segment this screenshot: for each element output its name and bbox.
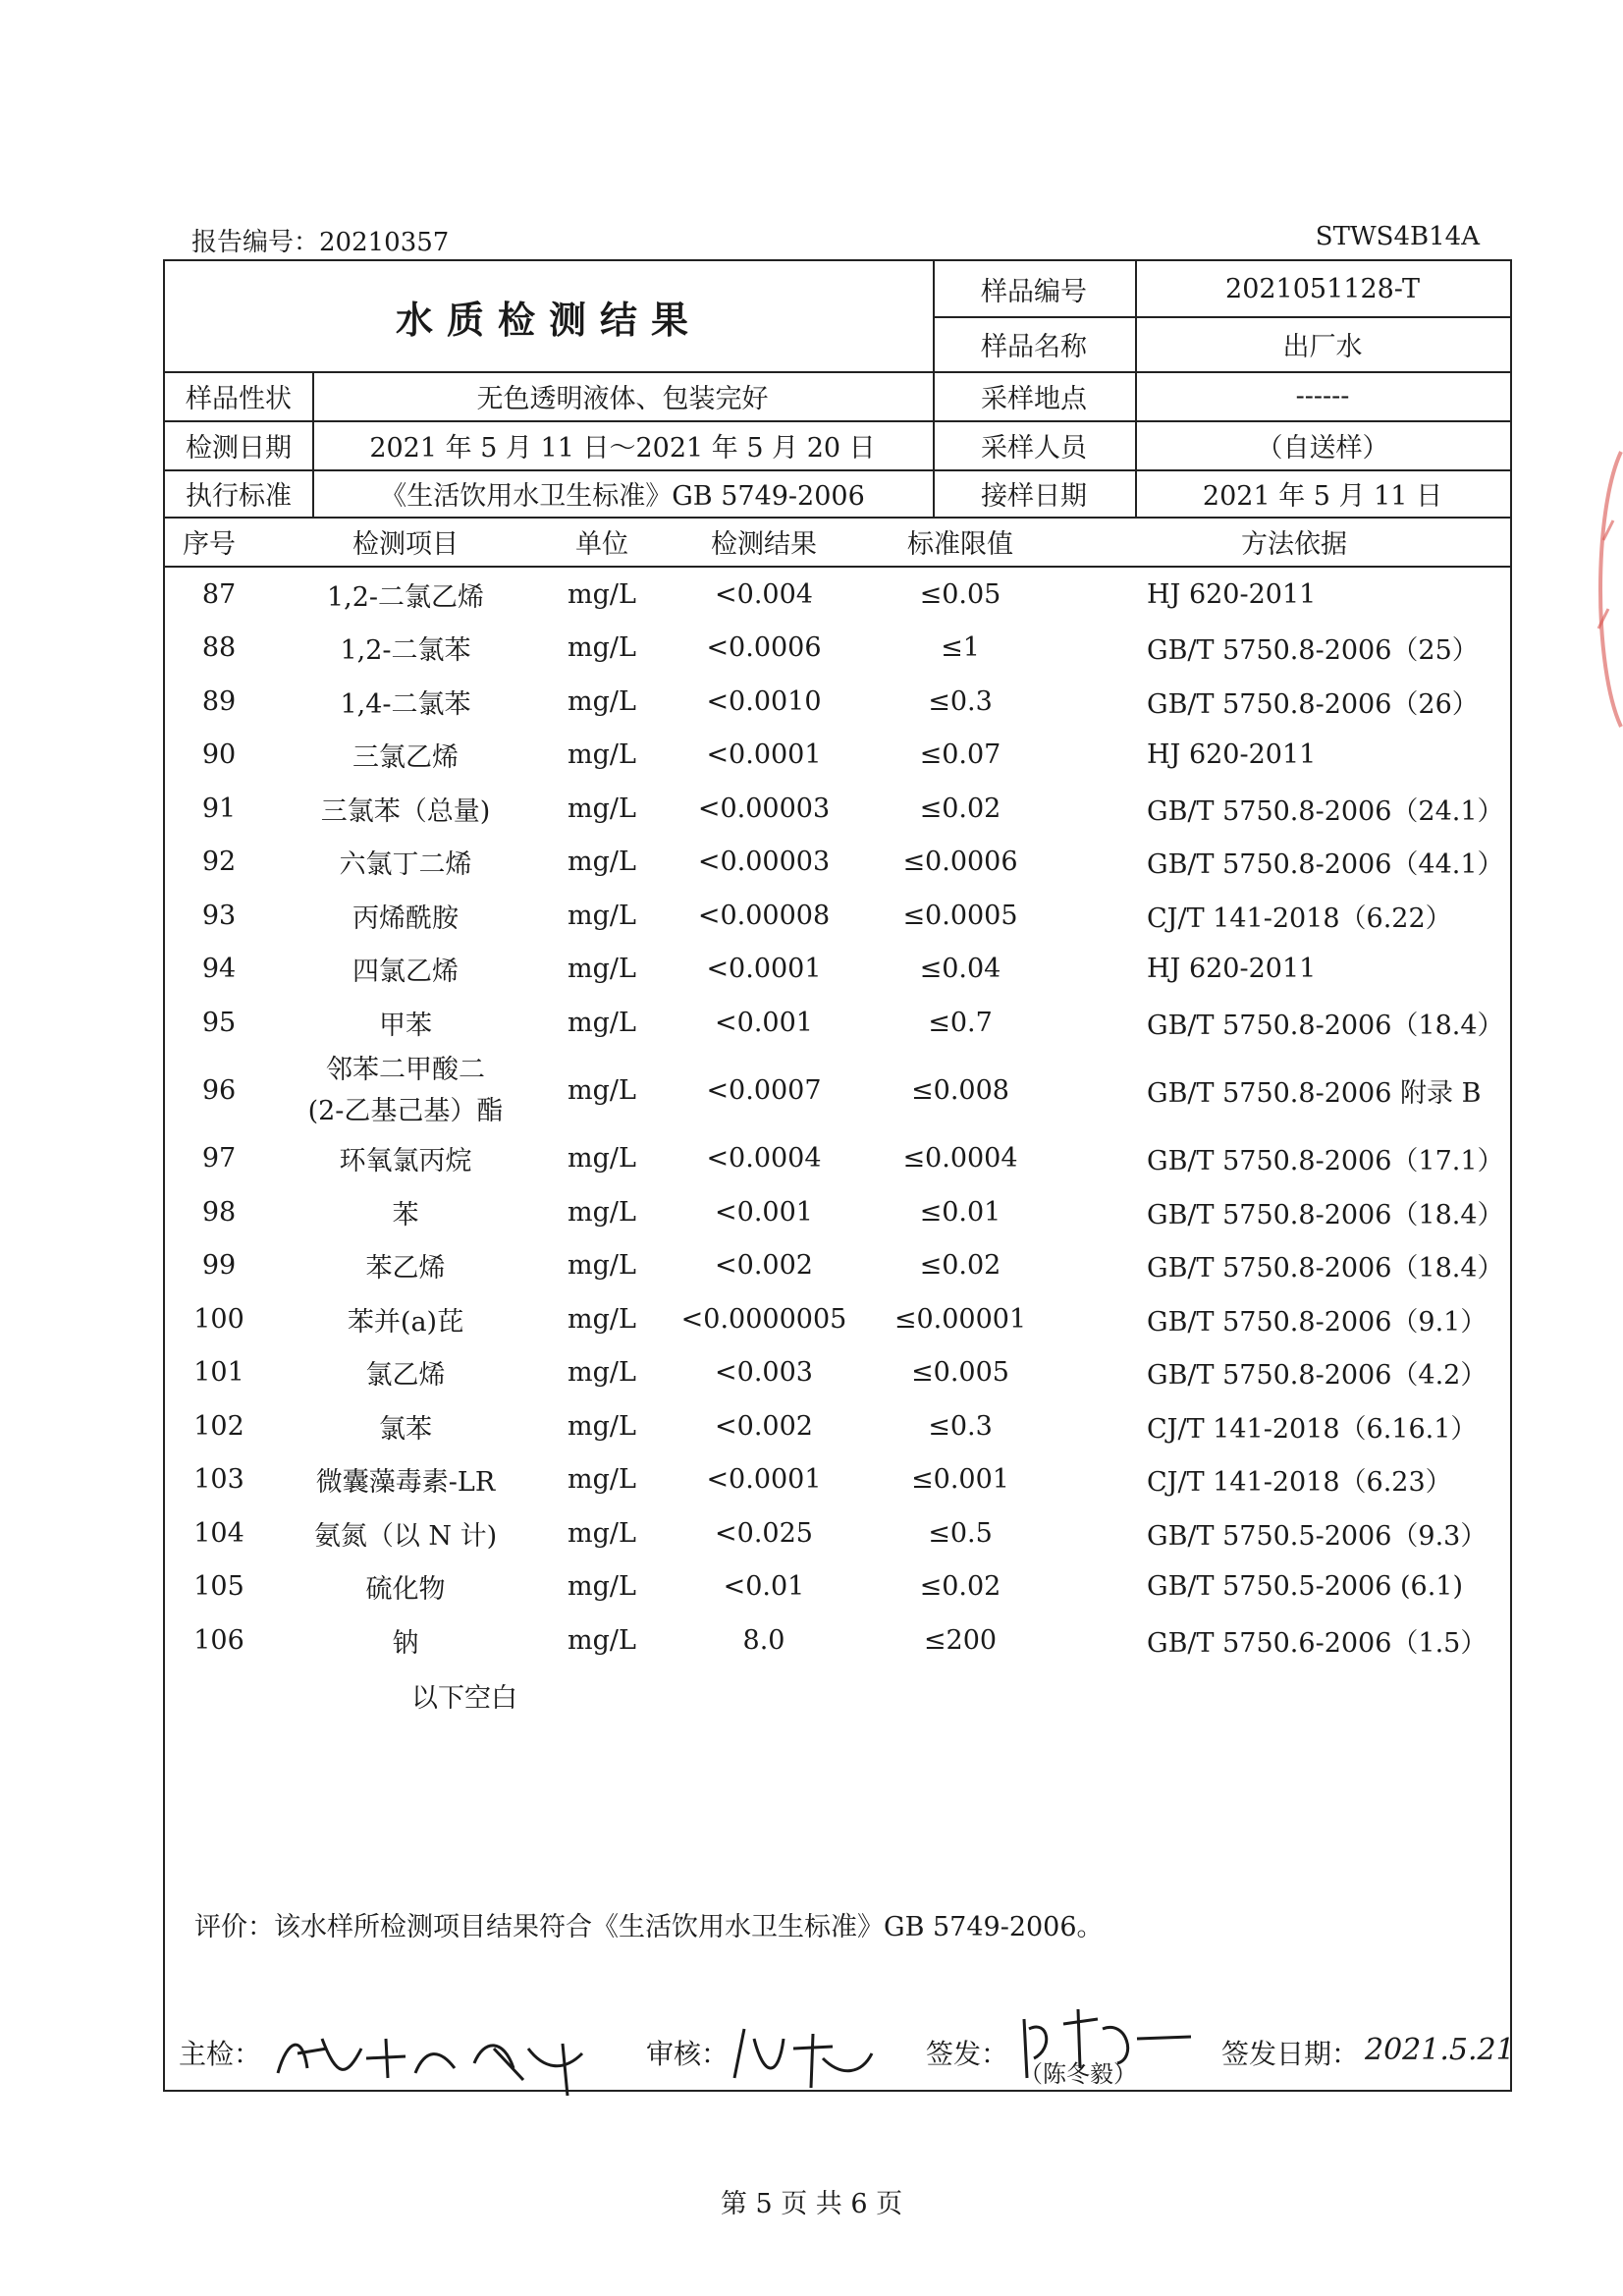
row-unit: mg/L [568,1075,636,1106]
row-item: 六氯丁二烯 [339,849,472,881]
table-row [165,836,1510,890]
row-limit: ≤0.00001 [893,1303,1027,1335]
row-no: 102 [193,1410,244,1442]
row-limit: ≤0.0006 [902,847,1018,878]
row-no: 104 [193,1517,244,1549]
document-code: STWS4B14A [1315,222,1480,251]
page-footer: 第 5 页 共 6 页 [720,2189,903,2219]
row-no: 90 [201,739,237,771]
row-item: 丙烯酰胺 [352,902,459,934]
test-date-label: 检测日期 [186,432,292,464]
row-unit: mg/L [568,1250,636,1282]
sample-state: 无色透明液体、包装完好 [476,383,769,414]
row-no: 105 [193,1571,244,1603]
standard-label: 执行标准 [186,480,292,512]
row-method: GB/T 5750.8-2006（44.1） [1147,849,1504,881]
row-result: <0.00008 [697,900,831,931]
receive-date: 2021 年 5 月 11 日 [1202,480,1443,512]
row-result: <0.002 [715,1410,813,1442]
row-limit: ≤0.07 [919,739,1001,771]
row-no: 106 [193,1624,244,1656]
issuer-label: 签发： [926,2038,1009,2070]
table-row [165,1185,1510,1239]
row-item: 三氯乙烯 [352,742,459,774]
blank-note: 以下空白 [411,1683,517,1714]
col-no: 序号 [183,528,236,560]
row-no: 88 [201,632,237,664]
row-result: <0.003 [715,1357,813,1389]
sample-state-label: 样品性状 [186,383,292,414]
row-no: 103 [193,1464,244,1496]
row-item: 1,2-二氯苯 [340,635,471,667]
col-limit: 标准限值 [907,528,1013,560]
col-unit: 单位 [575,528,628,560]
table-row [165,729,1510,783]
row-result: <0.001 [715,1196,813,1228]
issuer-name: （陈冬毅） [1019,2060,1137,2088]
row-limit: ≤0.02 [919,1250,1001,1282]
row-item-line: 邻苯二甲酸二 [326,1054,485,1085]
row-result: <0.004 [715,578,813,610]
row-unit: mg/L [568,1007,636,1038]
row-unit: mg/L [568,900,636,931]
row-no: 91 [201,793,237,824]
row-limit: ≤0.05 [919,578,1001,610]
row-result: <0.025 [715,1517,813,1549]
standard: 《生活饮用水卫生标准》GB 5749-2006 [380,480,865,512]
row-method: GB/T 5750.8-2006（9.1） [1147,1306,1488,1338]
row-result: <0.00003 [697,847,831,878]
row-unit: mg/L [568,793,636,824]
row-item-line: (2-乙基己基）酯 [307,1095,504,1126]
row-no: 95 [201,1007,237,1038]
row-limit: ≤0.04 [919,954,1001,985]
table-row [165,675,1510,729]
row-no: 89 [201,685,237,717]
row-limit: ≤0.3 [928,685,993,717]
row-no: 100 [193,1303,244,1335]
blank-note-row [165,1669,1510,1722]
red-seal-edge [1584,432,1623,746]
row-result: <0.00003 [697,793,831,824]
row-method: GB/T 5750.8-2006（18.4） [1147,1253,1504,1285]
row-result: <0.0006 [706,632,822,664]
report-number: 报告编号：20210357 [191,228,450,257]
row-result: <0.0000005 [680,1303,847,1335]
row-limit: ≤0.3 [928,1410,993,1442]
inspector-signature [268,2019,622,2098]
row-unit: mg/L [568,739,636,771]
row-limit: ≤1 [941,632,980,664]
row-unit: mg/L [568,1196,636,1228]
row-method: CJ/T 141-2018（6.16.1） [1147,1413,1478,1445]
table-row [165,622,1510,676]
row-no: 101 [193,1357,244,1389]
row-result: <0.0007 [706,1075,822,1106]
row-unit: mg/L [568,1303,636,1335]
evaluation: 评价：该水样所检测项目结果符合《生活饮用水卫生标准》GB 5749-2006。 [194,1912,1104,1942]
row-item: 氯苯 [379,1413,432,1445]
table-row [165,1239,1510,1293]
row-method: GB/T 5750.8-2006 附录 B [1147,1078,1482,1109]
row-no: 93 [201,900,237,931]
row-method: GB/T 5750.5-2006 (6.1) [1147,1571,1463,1603]
row-item: 三氯苯（总量) [320,795,491,827]
row-no: 94 [201,954,237,985]
table-row [165,943,1510,997]
issue-date: 2021.5.21 [1365,2033,1515,2067]
row-result: <0.0010 [706,685,822,717]
table-row [165,1292,1510,1346]
col-item: 检测项目 [352,528,459,560]
row-no: 99 [201,1250,237,1282]
table-title: 水质检测结果 [395,297,702,342]
row-unit: mg/L [568,1464,636,1496]
row-method: HJ 620-2011 [1147,739,1317,771]
row-item: 微囊藻毒素-LR [315,1467,496,1499]
row-method: GB/T 5750.8-2006（26） [1147,688,1479,720]
row-unit: mg/L [568,1571,636,1603]
row-limit: ≤0.0005 [902,900,1018,931]
sampling-place: ------ [1295,380,1350,411]
row-method: CJ/T 141-2018（6.23） [1147,1467,1452,1499]
sample-no-label: 样品编号 [981,276,1087,307]
row-item: 1,4-二氯苯 [340,688,471,720]
row-unit: mg/L [568,1410,636,1442]
row-unit: mg/L [568,578,636,610]
row-method: GB/T 5750.6-2006（1.5） [1147,1627,1488,1659]
row-unit: mg/L [568,1624,636,1656]
row-limit: ≤0.5 [928,1517,993,1549]
row-item: 苯 [392,1199,419,1230]
row-unit: mg/L [568,954,636,985]
row-item: 苯并(a)芘 [347,1306,464,1338]
row-limit: ≤0.7 [928,1007,993,1038]
row-result: <0.001 [715,1007,813,1038]
row-unit: mg/L [568,632,636,664]
table-row [165,782,1510,836]
inspector-label: 主检： [179,2038,262,2070]
row-limit: ≤0.008 [911,1075,1009,1106]
row-limit: ≤0.0004 [902,1143,1018,1175]
row-item: 四氯乙烯 [352,957,459,988]
table-row [165,1399,1510,1453]
row-method: GB/T 5750.8-2006（25） [1147,635,1479,667]
row-limit: ≤0.005 [911,1357,1009,1389]
row-unit: mg/L [568,847,636,878]
row-limit: ≤0.01 [919,1196,1001,1228]
row-item: 1,2-二氯乙烯 [326,581,485,613]
col-method: 方法依据 [1241,528,1347,560]
table-row [165,996,1510,1050]
row-item [273,1050,538,1132]
column-header-row [165,517,1510,566]
row-method: GB/T 5750.8-2006（18.4） [1147,1010,1504,1041]
row-method: GB/T 5750.8-2006（18.4） [1147,1199,1504,1230]
row-result: <0.0001 [706,739,822,771]
row-method: HJ 620-2011 [1147,578,1317,610]
row-result: <0.01 [723,1571,805,1603]
row-item: 氯乙烯 [365,1360,446,1392]
table-row [165,1453,1510,1507]
sample-name: 出厂水 [1282,331,1363,362]
row-unit: mg/L [568,685,636,717]
table-row [165,568,1510,622]
table-row [165,1613,1510,1667]
sampling-place-label: 采样地点 [981,383,1087,414]
row-result: <0.0004 [706,1143,822,1175]
reviewer-label: 审核： [646,2038,730,2070]
row-result: <0.002 [715,1250,813,1282]
receive-date-label: 接样日期 [981,480,1087,512]
sampler: （自送样） [1256,432,1389,464]
row-method: GB/T 5750.8-2006（4.2） [1147,1360,1488,1392]
row-no: 98 [201,1196,237,1228]
row-no: 97 [201,1143,237,1175]
row-method: GB/T 5750.5-2006（9.3） [1147,1520,1488,1552]
row-item: 钠 [392,1627,419,1659]
row-limit: ≤0.02 [919,1571,1001,1603]
row-result: <0.0001 [706,954,822,985]
signature-row [165,2019,1515,2088]
reviewer-signature [725,2019,882,2098]
row-method: GB/T 5750.8-2006（17.1） [1147,1146,1504,1177]
row-limit: ≤0.001 [911,1464,1009,1496]
table-row [165,1132,1510,1186]
row-method: CJ/T 141-2018（6.22） [1147,902,1452,934]
row-no: 87 [201,578,237,610]
row-no: 92 [201,847,237,878]
sample-name-label: 样品名称 [981,331,1087,362]
row-item: 环氧氯丙烷 [339,1146,472,1177]
table-row [165,1050,1510,1132]
issue-date-label: 签发日期： [1221,2038,1360,2070]
table-row [165,889,1510,943]
table-row [165,1346,1510,1400]
row-limit: ≤0.02 [919,793,1001,824]
row-result: 8.0 [742,1624,785,1656]
row-item: 苯乙烯 [365,1253,446,1285]
test-date: 2021 年 5 月 11 日～2021 年 5 月 20 日 [369,432,876,464]
sample-no: 2021051128-T [1225,273,1420,304]
row-item: 氨氮（以 N 计) [313,1520,498,1552]
row-method: HJ 620-2011 [1147,954,1317,985]
report-table [163,259,1515,2092]
row-unit: mg/L [568,1357,636,1389]
row-item: 硫化物 [365,1574,446,1606]
row-limit: ≤200 [923,1624,998,1656]
col-result: 检测结果 [711,528,817,560]
row-no: 96 [201,1075,237,1106]
row-unit: mg/L [568,1143,636,1175]
row-item: 甲苯 [379,1010,432,1041]
sampler-label: 采样人员 [981,432,1087,464]
row-unit: mg/L [568,1517,636,1549]
table-row [165,1506,1510,1560]
row-result: <0.0001 [706,1464,822,1496]
row-method: GB/T 5750.8-2006（24.1） [1147,795,1504,827]
table-row [165,1560,1510,1614]
